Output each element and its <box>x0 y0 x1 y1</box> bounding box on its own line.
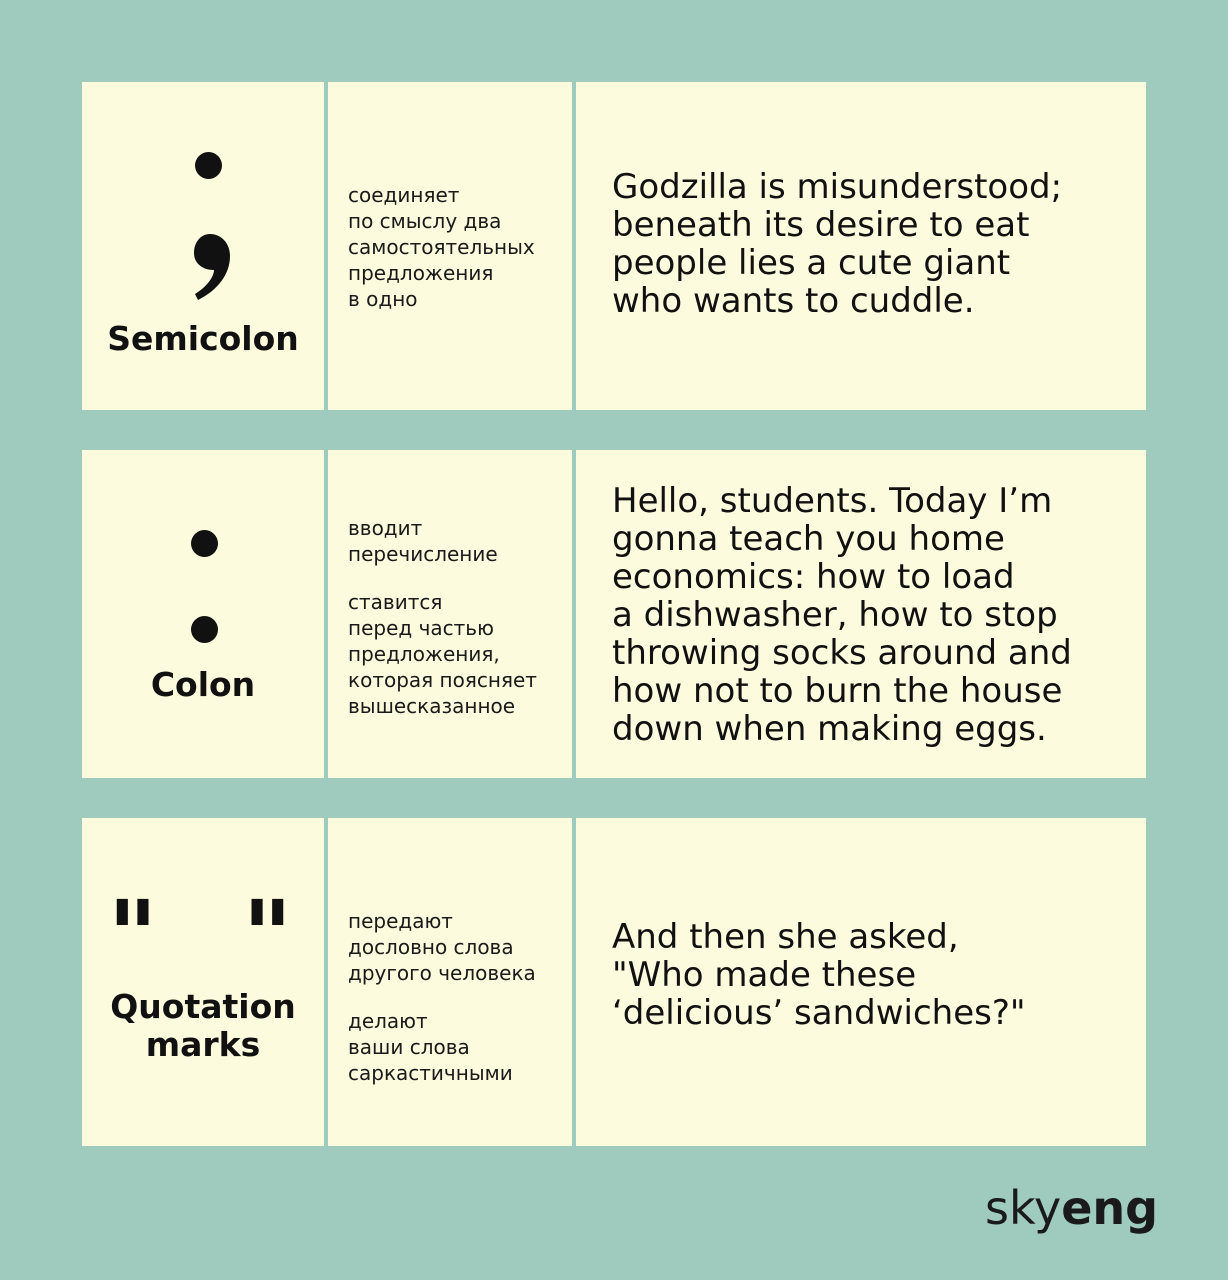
example-text: Godzilla is misunderstood; beneath its desire to eat people lies a cute giant who wants to cuddle. <box>612 167 1063 321</box>
description-paragraph: вводит перечисление <box>348 516 498 566</box>
symbol-cell <box>82 82 324 410</box>
description-paragraph: ставится перед частью предложения, которая поясняет вышесказанное <box>348 590 537 718</box>
example-text: Hello, students. Today I’m gonna teach you home economics: how to load a dishwasher, how to stop throwing socks around and how not to burn the house down when making eggs. <box>612 481 1072 749</box>
semicolon-row <box>82 82 1146 410</box>
description-text <box>348 908 536 1086</box>
colon-row <box>82 450 1146 778</box>
description-cell <box>328 818 572 1146</box>
description-paragraph: передают дословно слова другого человека <box>348 909 536 985</box>
quotation-marks-row <box>82 818 1146 1146</box>
example-text: And then she asked, "Who made these ‘delicious’ sandwiches?" <box>612 917 1026 1033</box>
example-cell <box>576 450 1146 778</box>
description-text <box>348 515 537 719</box>
term-label: Semicolon <box>107 319 299 358</box>
logo-part-sky: sky <box>985 1181 1062 1235</box>
description-text <box>348 182 535 312</box>
description-paragraph: делают ваши слова саркастичными <box>348 1009 513 1085</box>
quotation-marks-icon: " " <box>107 880 299 992</box>
symbol-cell <box>82 818 324 1146</box>
logo-part-eng: eng <box>1061 1181 1159 1235</box>
term-label: Quotation marks <box>110 987 296 1064</box>
example-cell <box>576 82 1146 410</box>
symbol-cell <box>82 450 324 778</box>
skyeng-logo <box>985 1180 1158 1236</box>
example-cell <box>576 818 1146 1146</box>
term-label: Colon <box>150 665 256 704</box>
description-cell <box>328 82 572 410</box>
description-cell <box>328 450 572 778</box>
description-paragraph: соединяет по смыслу два самостоятельных предложения в одно <box>348 183 535 311</box>
